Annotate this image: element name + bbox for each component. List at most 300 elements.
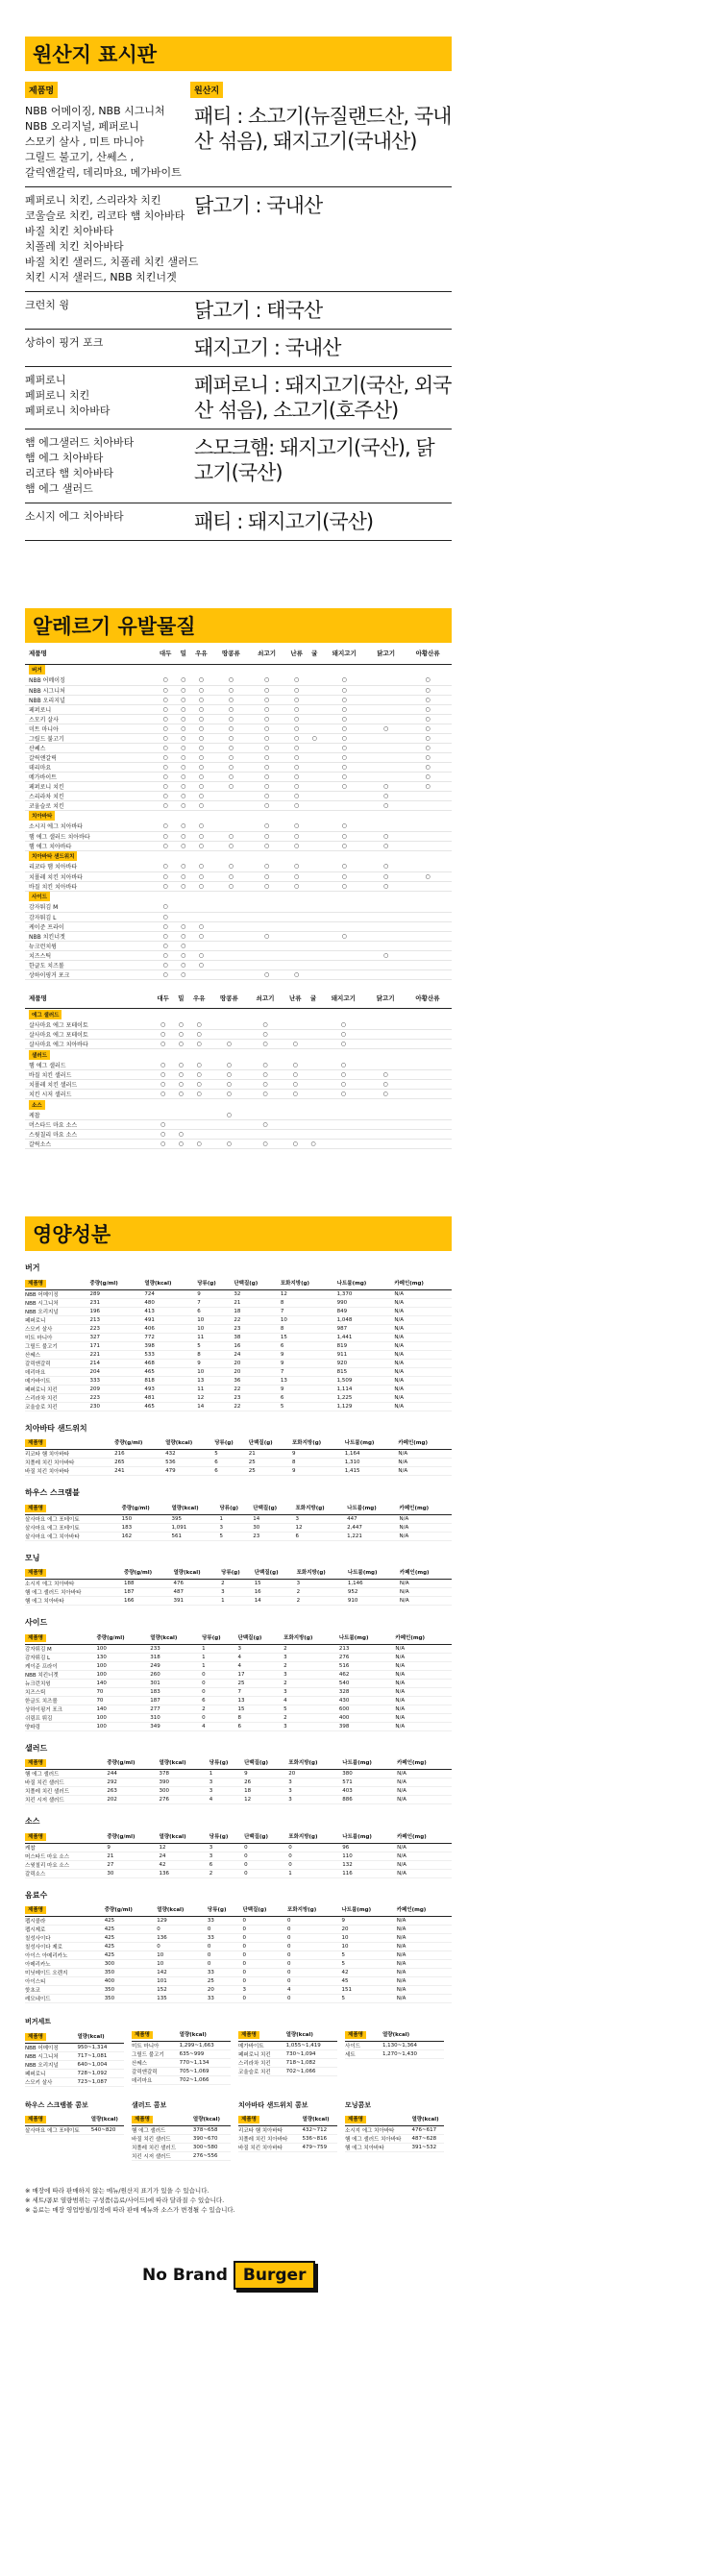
nutrition-cell: NBB 치킨너겟 (25, 1670, 96, 1679)
allergy-cell: ○ (308, 1140, 320, 1149)
allergy-cell (283, 1020, 308, 1030)
mini-row (345, 2049, 444, 2058)
nutrition-cell: N/A (394, 1376, 452, 1385)
nutrition-cell: 213 (90, 1315, 145, 1324)
mini-header-cell: 열량(kcal) (193, 2113, 231, 2126)
allergy-cell: 스모키 살사 (25, 714, 154, 724)
nutrition-cell: 9 (281, 1350, 337, 1359)
nutrition-cell: 아이스티 (25, 1977, 105, 1986)
nutrition-cell: 406 (144, 1324, 197, 1333)
allergy-cell: ○ (283, 1040, 308, 1049)
allergy-cell: ○ (249, 724, 284, 733)
mini-group (345, 2003, 444, 2087)
allergy-header-cell: 제품명 (25, 643, 154, 664)
nutrition-cell: 204 (90, 1367, 145, 1376)
mini-cell: NBB 시그니처 (25, 2051, 77, 2060)
nutrition-cell: 스모키 살사 (25, 1324, 90, 1333)
mini-cell: 스모키 살사 (25, 2077, 77, 2086)
nutrition-cell: 2,447 (347, 1523, 399, 1532)
nutrition-cell: 7 (281, 1307, 337, 1315)
nutrition-cell: 23 (234, 1324, 280, 1333)
mini-cell: 리코타 햄 치아바타 (238, 2126, 303, 2135)
allergy-cell: ○ (320, 772, 368, 781)
mini-group-title (345, 2017, 444, 2024)
nutrition-header-tag: 제품명 (25, 1569, 46, 1577)
nutrition-cell: 페퍼로니 (25, 1315, 90, 1324)
allergy-cell: ○ (283, 1090, 308, 1099)
nutrition-cell: 26 (244, 1779, 288, 1787)
allergy-cell: ○ (249, 743, 284, 752)
nutrition-cell: 260 (150, 1670, 202, 1679)
nutrition-cell: 칠성사이다 (25, 1934, 105, 1943)
mini-header-row (132, 2027, 231, 2041)
nutrition-cell: 136 (160, 1869, 209, 1877)
nutrition-cell: 20 (288, 1770, 342, 1779)
allergy-cell (308, 822, 320, 831)
nutrition-cell: 햄 에그 샐러드 치아바타 (25, 1588, 124, 1597)
nutrition-row (25, 1687, 452, 1696)
allergy-cell (178, 912, 189, 921)
allergy-category-cell (25, 891, 452, 902)
nutrition-cell: 2 (283, 1679, 339, 1687)
allergy-cell: ○ (154, 841, 178, 850)
allergy-cell (308, 1020, 320, 1030)
nutrition-row (25, 1653, 452, 1661)
allergy-cell: 스윗칠리 마요 소스 (25, 1130, 151, 1140)
allergy-cell: ○ (283, 1070, 308, 1080)
nutrition-group-title: 하우스 스크램블 (25, 1488, 80, 1497)
nutrition-cell: N/A (395, 1679, 452, 1687)
mini-group-title: 버거세트 (25, 2018, 52, 2025)
allergy-cell: ○ (249, 831, 284, 841)
nutrition-cell: 6 (209, 1860, 244, 1869)
nutrition-cell: 20 (208, 1986, 243, 1995)
nutrition-cell: 그릴드 불고기 (25, 1341, 90, 1350)
mini-group (238, 2003, 337, 2087)
nutrition-cell: 516 (339, 1661, 396, 1670)
allergy-cell (404, 881, 452, 891)
allergy-cell: ○ (154, 881, 178, 891)
nutrition-cell: 3 (288, 1787, 342, 1796)
mini-cell: 1,055~1,419 (286, 2041, 337, 2049)
mini-row (25, 2126, 124, 2135)
nutrition-cell: 6 (238, 1722, 284, 1730)
mini-cell: 사이드 (345, 2041, 382, 2049)
nutrition-cell: 183 (122, 1523, 172, 1532)
allergy-row (25, 791, 452, 800)
allergy-cell: ○ (249, 969, 284, 979)
origin-menu-item: 햄 에그 치아바타 (25, 452, 104, 464)
mini-header-row (25, 2029, 124, 2043)
nutrition-header-tag: 제품명 (25, 1439, 46, 1447)
mini-header-row (345, 2027, 444, 2041)
nutrition-cell: 8 (281, 1298, 337, 1307)
allergy-cell: ○ (284, 969, 308, 979)
mini-header-cell: 열량(kcal) (382, 2027, 444, 2041)
allergy-cell: ○ (320, 752, 368, 762)
nutrition-cell: 487 (173, 1588, 221, 1597)
origin-menu-item: 리코타 햄 치아바타 (25, 467, 114, 479)
nutrition-row (25, 1532, 452, 1540)
allergy-cell (249, 950, 284, 960)
nutrition-row (25, 1514, 452, 1523)
nutrition-header-cell (25, 1631, 96, 1644)
mini-header-cell: 열량(kcal) (180, 2027, 231, 2041)
nutrition-cell: 910 (348, 1597, 400, 1606)
nutrition-row (25, 1367, 452, 1376)
nutrition-cell: 27 (107, 1860, 159, 1869)
nutrition-cell: 36 (234, 1376, 280, 1385)
nutrition-cell: N/A (400, 1588, 452, 1597)
allergy-row (25, 822, 452, 831)
mini-row (238, 2135, 337, 2144)
nutrition-cell: 849 (337, 1307, 395, 1315)
allergy-cell (404, 902, 452, 912)
nutrition-row (25, 1307, 452, 1315)
nutrition-cell: 6 (281, 1393, 337, 1402)
allergy-cell: ○ (249, 791, 284, 800)
nutrition-group-title: 치아바타 샌드위치 (25, 1423, 87, 1433)
allergy-cell: ○ (249, 931, 284, 941)
allergy-cell: ○ (189, 800, 213, 810)
allergy-cell (308, 969, 320, 979)
allergy-cell (308, 743, 320, 752)
nutrition-cell: 2 (209, 1869, 244, 1877)
nutrition-table (25, 1276, 452, 1411)
allergy-cell (368, 704, 404, 714)
mini-cell: 536~816 (303, 2135, 338, 2144)
nutrition-title: 영양성분 (33, 1223, 111, 1246)
mini-cell: 390~670 (193, 2135, 231, 2144)
allergy-cell: ○ (247, 1061, 283, 1070)
origin-title: 원산지 표시판 (33, 43, 158, 66)
allergy-cell: ○ (249, 781, 284, 791)
allergy-cell: ○ (249, 841, 284, 850)
allergy-cell (308, 1130, 320, 1140)
allergy-cell: 메가바이트 (25, 772, 154, 781)
nutrition-cell: 0 (287, 1943, 341, 1951)
allergy-cell: ○ (284, 871, 308, 881)
nutrition-cell: 1,221 (347, 1532, 399, 1540)
nutrition-cell: 30 (107, 1869, 159, 1877)
nutrition-cell: 216 (114, 1450, 165, 1459)
mini-row (25, 2043, 124, 2051)
allergy-cell: ○ (154, 685, 178, 695)
allergy-cell (320, 950, 368, 960)
allergy-cell: ○ (178, 791, 189, 800)
nutrition-cell: 481 (144, 1393, 197, 1402)
nutrition-header-row (25, 1631, 452, 1644)
allergy-row (25, 743, 452, 752)
allergy-cell: ○ (178, 831, 189, 841)
nutrition-cell: 8 (292, 1459, 345, 1467)
allergy-cell: ○ (154, 791, 178, 800)
allergy-header-cell: 굴 (308, 643, 320, 664)
nutrition-cell: 1,146 (348, 1580, 400, 1588)
mini-cell: 갈릭앤갈릭 (132, 2067, 180, 2075)
mini-header-tag: 제품명 (25, 2116, 46, 2123)
nutrition-cell: 6 (202, 1696, 237, 1705)
allergy-cell: 바질 치킨 치아바타 (25, 881, 154, 891)
allergy-header-cell: 돼지고기 (319, 988, 367, 1009)
mini-row (25, 2051, 124, 2060)
nutrition-cell: 187 (150, 1696, 202, 1705)
nutrition-cell: 911 (337, 1350, 395, 1359)
allergy-cell: ○ (178, 762, 189, 772)
allergy-cell: ○ (189, 960, 213, 969)
nutrition-cell: 10 (341, 1943, 396, 1951)
nutrition-cell: 3 (295, 1514, 347, 1523)
allergy-cell: ○ (189, 841, 213, 850)
nutrition-cell: 289 (90, 1289, 145, 1298)
allergy-cell: ○ (189, 881, 213, 891)
nutrition-cell: N/A (394, 1315, 452, 1324)
mini-cell: 730~1,094 (286, 2049, 337, 2058)
allergy-cell (213, 912, 249, 921)
mini-row (132, 2152, 231, 2161)
nutrition-header-cell: 열량(kcal) (160, 1756, 209, 1770)
allergy-cell: ○ (178, 685, 189, 695)
nutrition-cell: 432 (165, 1450, 214, 1459)
allergy-cell: ○ (187, 1040, 211, 1049)
nutrition-header-cell: 나트륨(mg) (341, 1903, 396, 1917)
allergy-row (25, 1020, 452, 1030)
allergy-cell: 감자튀김 L (25, 912, 154, 921)
nutrition-row (25, 1289, 452, 1298)
allergy-header-cell: 난류 (283, 988, 308, 1009)
allergy-cell: ○ (404, 695, 452, 704)
nutrition-cell: 9 (197, 1289, 234, 1298)
nutrition-cell: 데리마요 (25, 1367, 90, 1376)
allergy-cell: ○ (178, 841, 189, 850)
allergy-cell: ○ (368, 881, 404, 891)
allergy-category-tag: 사이드 (29, 892, 50, 901)
allergy-cell (368, 714, 404, 724)
mini-cell: 스리라차 치킨 (238, 2058, 286, 2067)
allergy-cell (284, 912, 308, 921)
nutrition-header-cell: 포화지방(g) (297, 1566, 348, 1580)
mini-row (345, 2135, 444, 2144)
nutrition-cell: 33 (208, 1969, 243, 1977)
nutrition-cell: 0 (202, 1670, 237, 1679)
nutrition-header-cell: 카페인(mg) (395, 1631, 452, 1644)
allergy-cell: 페퍼로니 (25, 704, 154, 714)
allergy-category-cell (25, 1009, 452, 1020)
nutrition-cell: 0 (288, 1843, 342, 1852)
nutrition-header-cell: 단백질(g) (255, 1566, 297, 1580)
nutrition-cell: 3 (209, 1779, 244, 1787)
allergy-cell: ○ (178, 822, 189, 831)
nutrition-cell: 1,225 (337, 1393, 395, 1402)
nutrition-cell: 10 (157, 1960, 208, 1969)
allergy-cell (308, 871, 320, 881)
mini-group (25, 2003, 124, 2087)
nutrition-cell: N/A (400, 1532, 452, 1540)
nutrition-cell: 4 (202, 1722, 237, 1730)
nutrition-cell: 136 (157, 1934, 208, 1943)
nutrition-table (25, 1756, 452, 1805)
origin-menu-list (25, 292, 190, 329)
allergy-row (25, 931, 452, 941)
nutrition-cell: N/A (395, 1644, 452, 1653)
allergy-cell: ○ (178, 675, 189, 685)
allergy-cell: ○ (154, 695, 178, 704)
nutrition-tables (25, 1276, 452, 2003)
allergy-row (25, 1040, 452, 1049)
allergy-row (25, 902, 452, 912)
allergy-cell: ○ (178, 724, 189, 733)
nutrition-cell: 209 (90, 1385, 145, 1393)
allergy-cell: ○ (189, 733, 213, 743)
nutrition-cell: 15 (238, 1705, 284, 1713)
allergy-cell: ○ (249, 862, 284, 871)
origin-value: 닭고기 : 태국산 (194, 299, 323, 322)
allergy-cell (320, 960, 368, 969)
allergy-cell: ○ (175, 1061, 187, 1070)
allergy-cell: ○ (368, 950, 404, 960)
nutrition-cell: 100 (96, 1722, 150, 1730)
nutrition-cell: 5 (341, 1960, 396, 1969)
allergy-cell (213, 960, 249, 969)
allergy-section (25, 643, 452, 1149)
nutrition-cell: 398 (339, 1722, 396, 1730)
nutrition-header-row (25, 1566, 452, 1580)
nutrition-cell: 400 (339, 1713, 396, 1722)
nutrition-cell: 8 (281, 1324, 337, 1333)
allergy-cell: ○ (320, 871, 368, 881)
allergy-cell: ○ (175, 1080, 187, 1090)
allergy-cell: ○ (154, 921, 178, 931)
nutrition-cell: 메가바이트 (25, 1376, 90, 1385)
allergy-cell: ○ (189, 921, 213, 931)
set-groups (25, 2003, 452, 2087)
allergy-cell (367, 1030, 404, 1040)
allergy-cell: ○ (211, 1140, 248, 1149)
nutrition-cell: 21 (249, 1450, 292, 1459)
nutrition-cell: 치폴레 치킨 샐러드 (25, 1787, 107, 1796)
nutrition-cell: 3 (283, 1687, 339, 1696)
nutrition-cell: 0 (287, 1926, 341, 1934)
origin-menu-item: 상하이 핑거 포크 (25, 336, 104, 349)
allergy-cell: ○ (320, 862, 368, 871)
nutrition-cell: 13 (197, 1376, 234, 1385)
origin-menu-item: 코울슬로 치킨, 리코타 햄 치아바타 (25, 209, 185, 222)
allergy-header-cell: 쇠고기 (247, 988, 283, 1009)
allergy-cell (320, 800, 368, 810)
allergy-cell: ○ (151, 1040, 175, 1049)
allergy-cell (404, 1020, 452, 1030)
allergy-cell: ○ (320, 743, 368, 752)
nutrition-cell: 3 (209, 1843, 244, 1852)
nutrition-cell: 0 (288, 1860, 342, 1869)
nutrition-cell: 0 (242, 1960, 287, 1969)
allergy-cell: ○ (189, 831, 213, 841)
allergy-cell: ○ (368, 724, 404, 733)
allergy-cell: 햄 에그 샐러드 치아바타 (25, 831, 154, 841)
nutrition-cell: 1 (209, 1770, 244, 1779)
allergy-cell: NBB 치킨너겟 (25, 931, 154, 941)
allergy-cell: ○ (178, 921, 189, 931)
nutrition-cell: 코울슬로 치킨 (25, 1402, 90, 1411)
nutrition-cell: 10 (281, 1315, 337, 1324)
allergy-cell (308, 800, 320, 810)
allergy-cell: ○ (308, 733, 320, 743)
allergy-cell: ○ (154, 752, 178, 762)
allergy-cell: ○ (247, 1020, 283, 1030)
combo-groups (25, 2087, 452, 2162)
mini-row (132, 2144, 231, 2152)
nutrition-cell: 479 (165, 1467, 214, 1476)
nutrition-cell: 310 (150, 1713, 202, 1722)
mini-cell: 950~1,314 (77, 2043, 124, 2051)
mini-header-tag: 제품명 (238, 2116, 259, 2123)
nutrition-cell: 380 (342, 1770, 397, 1779)
mini-table (345, 2113, 444, 2153)
nutrition-cell: 8 (197, 1350, 234, 1359)
nutrition-cell: 18 (244, 1787, 288, 1796)
nutrition-header-cell: 나트륨(mg) (342, 1829, 397, 1843)
nutrition-header-cell: 나트륨(mg) (347, 1501, 399, 1514)
nutrition-row (25, 1969, 452, 1977)
nutrition-header-tag: 제품명 (25, 1280, 46, 1288)
origin-menu-item: 페퍼로니 치킨, 스리라차 치킨 (25, 194, 161, 207)
nutrition-cell: N/A (397, 1770, 452, 1779)
allergy-cell (249, 921, 284, 931)
allergy-header-cell: 굴 (308, 988, 320, 1009)
allergy-cell: ○ (284, 695, 308, 704)
allergy-cell: ○ (178, 714, 189, 724)
allergy-cell: ○ (154, 831, 178, 841)
nutrition-row (25, 1393, 452, 1402)
mini-cell: 723~1,087 (77, 2077, 124, 2086)
allergy-cell (308, 950, 320, 960)
nutrition-cell: 0 (287, 1995, 341, 2003)
allergy-cell: ○ (284, 841, 308, 850)
mini-cell: 705~1,069 (180, 2067, 231, 2075)
nutrition-cell: 333 (90, 1376, 145, 1385)
nutrition-header-cell: 당류(g) (219, 1501, 253, 1514)
allergy-cell: ○ (189, 675, 213, 685)
nutrition-cell: 70 (96, 1696, 150, 1705)
nutrition-header-cell: 포화지방(g) (288, 1829, 342, 1843)
allergy-cell: ○ (249, 762, 284, 772)
allergy-cell (308, 1111, 320, 1120)
nutrition-cell: 4 (287, 1986, 341, 1995)
allergy-cell: ○ (368, 800, 404, 810)
nutrition-row (25, 1350, 452, 1359)
mini-row (132, 2126, 231, 2135)
allergy-cell: ○ (247, 1090, 283, 1099)
nutrition-cell: 12 (281, 1289, 337, 1298)
nutrition-cell: N/A (397, 1796, 452, 1804)
nutrition-cell: 462 (339, 1670, 396, 1679)
nutrition-cell: 0 (208, 1943, 243, 1951)
nutrition-header-cell: 열량(kcal) (165, 1436, 214, 1450)
nutrition-header-cell: 중량(g/ml) (96, 1631, 150, 1644)
nutrition-cell: N/A (394, 1324, 452, 1333)
nutrition-header-cell: 포화지방(g) (287, 1903, 341, 1917)
allergy-row (25, 724, 452, 733)
allergy-cell: ○ (320, 831, 368, 841)
allergy-header-cell: 아황산류 (404, 643, 452, 664)
allergy-cell (211, 1020, 248, 1030)
nutrition-cell: 13 (281, 1376, 337, 1385)
nutrition-cell: 뉴크런치윙 (25, 1679, 96, 1687)
nutrition-cell: 171 (90, 1341, 145, 1350)
nutrition-cell: 3 (283, 1722, 339, 1730)
nutrition-cell: 치폴레 치킨 치아바타 (25, 1459, 114, 1467)
nutrition-cell: 1 (202, 1661, 237, 1670)
